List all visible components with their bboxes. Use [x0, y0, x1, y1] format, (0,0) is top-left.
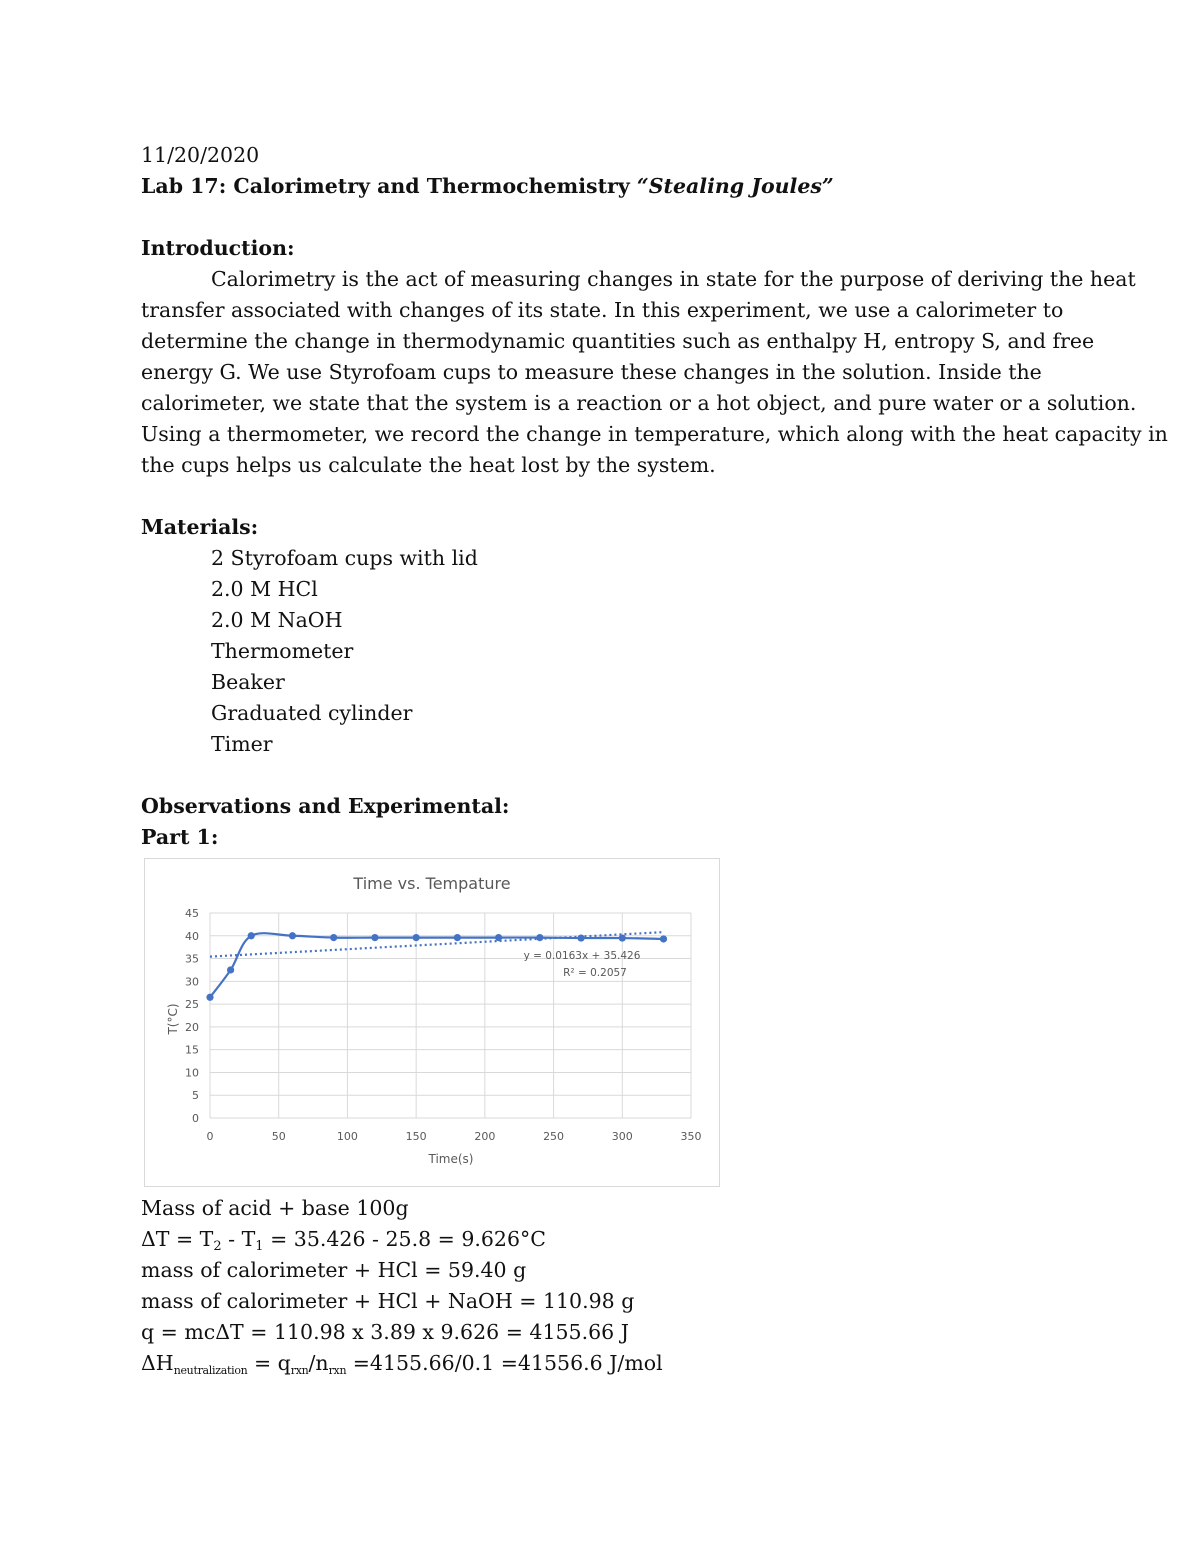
intro-line: energy G. We use Styrofoam cups to measure these changes in the solution. Inside the [141, 360, 1042, 384]
delta-h-slash: /n [308, 1351, 329, 1375]
series-line [210, 933, 664, 997]
data-point [660, 935, 667, 942]
y-tick-label: 40 [185, 929, 199, 943]
material-item: Beaker [211, 670, 285, 694]
trendline-equation: y = 0.0163x + 35.426 [523, 950, 641, 962]
x-tick-label: 250 [543, 1130, 565, 1143]
intro-line: determine the change in thermodynamic quantities such as enthalpy H, entropy S, and free [141, 329, 1095, 353]
intro-line: calorimeter, we state that the system is a reaction or a hot object, and pure water or a solution. [141, 391, 1137, 415]
introduction-heading: Introduction: [141, 236, 295, 260]
document-body [141, 140, 1168, 853]
x-tick-label: 0 [206, 1130, 214, 1143]
material-item: 2 Styrofoam cups with lid [211, 546, 478, 570]
x-tick-label: 200 [474, 1130, 496, 1143]
material-item: Thermometer [211, 639, 354, 663]
mass-calorimeter-hcl-naoh: mass of calorimeter + HCl + NaOH = 110.98 g [141, 1289, 635, 1313]
material-item: 2.0 M HCl [211, 577, 318, 601]
y-tick-label: 10 [185, 1066, 199, 1080]
x-axis-label: Time(s) [428, 1152, 474, 1166]
data-point [330, 934, 337, 941]
y-tick-label: 35 [185, 952, 199, 966]
lab-title-text: Lab 17: Calorimetry and Thermochemistry [141, 174, 637, 198]
chart-svg [145, 859, 719, 1186]
delta-t-prefix: ΔT = T [141, 1227, 214, 1251]
y-tick-label: 25 [185, 998, 199, 1012]
q-equation: q = mcΔT = 110.98 x 3.89 x 9.626 = 4155.66 J [141, 1320, 629, 1344]
y-tick-label: 5 [192, 1089, 199, 1103]
delta-h-equation [141, 1348, 663, 1379]
delta-t-result: = 35.426 - 25.8 = 9.626°C [263, 1227, 546, 1251]
material-item: Timer [211, 732, 273, 756]
material-item: Graduated cylinder [211, 701, 413, 725]
data-point [227, 966, 234, 973]
y-tick-label: 45 [185, 907, 199, 920]
delta-h-result: =4155.66/0.1 =41556.6 J/mol [346, 1351, 663, 1375]
chart-title: Time vs. Tempature [353, 874, 511, 893]
data-point [371, 934, 378, 941]
y-tick-label: 0 [192, 1112, 199, 1125]
x-tick-label: 50 [271, 1130, 286, 1143]
materials-heading: Materials: [141, 515, 259, 539]
delta-t-equation [141, 1224, 663, 1255]
data-point [536, 934, 543, 941]
delta-h-prefix: ΔH [141, 1351, 174, 1375]
x-tick-label: 300 [611, 1130, 633, 1143]
x-tick-label: 100 [336, 1130, 358, 1143]
delta-t-mid: - T [221, 1227, 256, 1251]
date: 11/20/2020 [141, 143, 260, 167]
intro-line: Calorimetry is the act of measuring changes in state for the purpose of deriving the heat [211, 267, 1136, 291]
lab-title [141, 171, 1071, 202]
part-heading: Part 1: [141, 825, 219, 849]
data-point [495, 934, 502, 941]
data-point [577, 934, 584, 941]
material-item: 2.0 M NaOH [211, 608, 343, 632]
x-tick-label: 350 [680, 1130, 702, 1143]
x-tick-labels [207, 1130, 702, 1143]
x-tick-label: 150 [405, 1130, 427, 1143]
data-point [413, 934, 420, 941]
data-point [206, 994, 213, 1001]
data-point [454, 934, 461, 941]
mass-acid-base: Mass of acid + base 100g [141, 1196, 409, 1220]
data-point [248, 932, 255, 939]
subscript-rxn: rxn [328, 1364, 347, 1377]
lab-title-italic: “Stealing Joules” [636, 174, 834, 198]
intro-line: transfer associated with changes of its state. In this experiment, we use a calorimeter to [141, 298, 1064, 322]
mass-calorimeter-hcl: mass of calorimeter + HCl = 59.40 g [141, 1258, 527, 1282]
time-vs-temperature-chart [144, 858, 720, 1187]
r-squared-label: R² = 0.2057 [563, 967, 627, 979]
y-tick-label: 20 [185, 1020, 199, 1034]
intro-line: the cups helps us calculate the heat lost by the system. [141, 453, 716, 477]
subscript-neutralization: neutralization [173, 1364, 248, 1377]
subscript-1: 1 [255, 1239, 264, 1254]
y-tick-label: 30 [185, 975, 199, 989]
data-point [619, 934, 626, 941]
y-tick-label: 15 [185, 1043, 199, 1057]
observations-heading: Observations and Experimental: [141, 794, 510, 818]
subscript-rxn: rxn [290, 1364, 309, 1377]
data-point [289, 932, 296, 939]
subscript-2: 2 [213, 1239, 222, 1254]
y-tick-labels [185, 907, 199, 1125]
y-axis-label: T(°C) [166, 1003, 180, 1035]
delta-h-eq: = q [247, 1351, 291, 1375]
intro-line: Using a thermometer, we record the change in temperature, which along with the heat capacity in [141, 422, 1168, 446]
calculations [141, 1193, 663, 1379]
